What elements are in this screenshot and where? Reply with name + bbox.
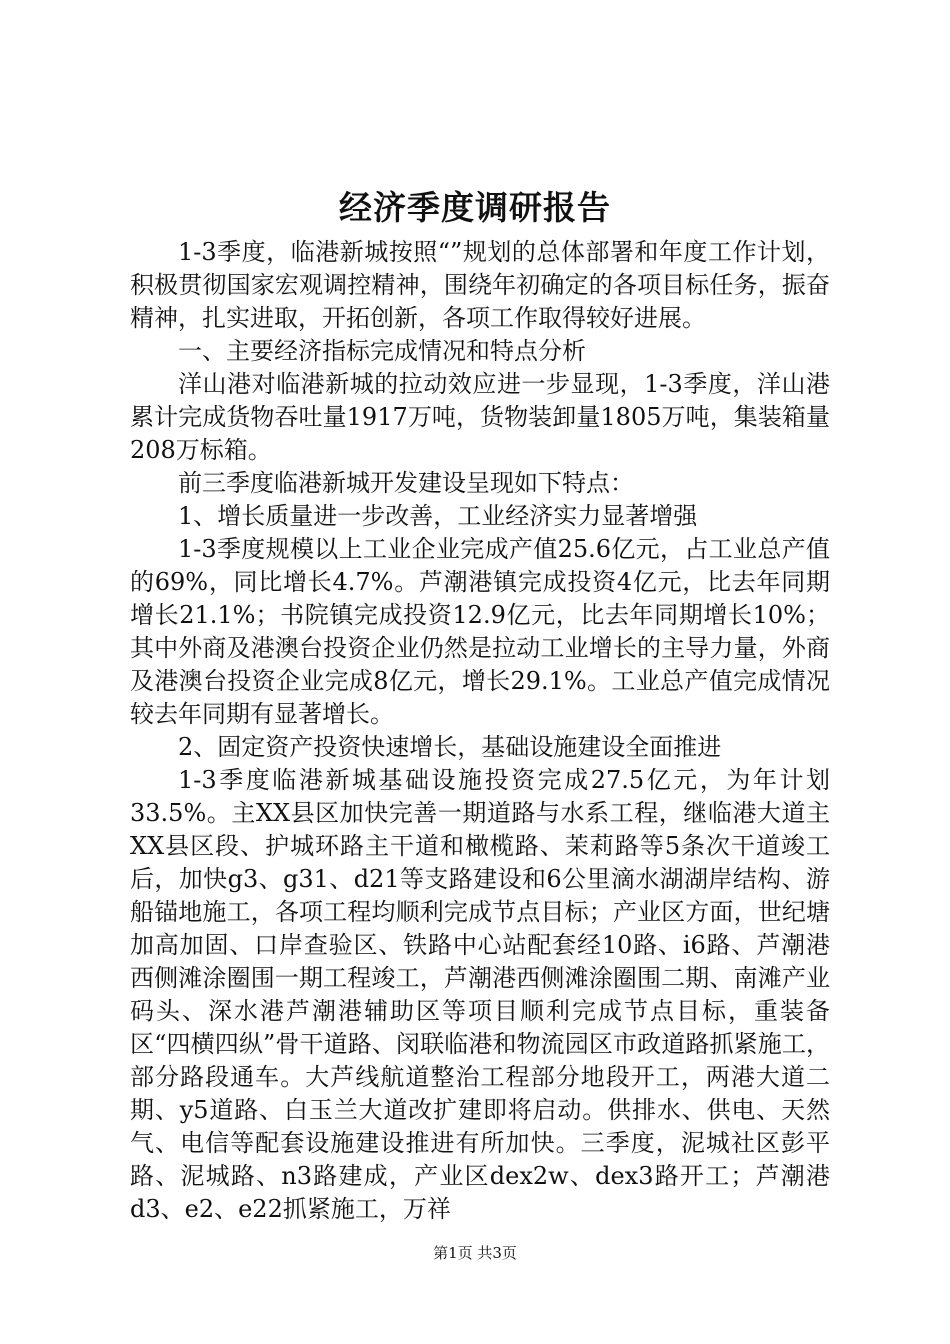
document-body [130, 236, 830, 1226]
paragraph-infrastructure: 1-3季度临港新城基础设施投资完成27.5亿元，为年计划33.5%。主XX县区加快完善一期道路与水系工程，继临港大道主XX县区段、护城环路主干道和橄榄路、茉莉路等5条次干道竣工后，加快g3、g31、d21等支路建设和6公里滴水湖湖岸结构、游船锚地施工，各项工程均顺利完成节点目标；产业区方面，世纪塘加高加固、口岸查验区、铁路中心站配套经10路、i6路、芦潮港西侧滩涂圈围一期工程竣工，芦潮港西侧滩涂圈围二期、南滩产业码头、深水港芦潮港辅助区等项目顺利完成节点目标，重装备区“四横四纵”骨干道路、闵联临港和物流园区市政道路抓紧施工，部分路段通车。大芦线航道整治工程部分地段开工，两港大道二期、y5道路、白玉兰大道改扩建即将启动。供排水、供电、天然气、电信等配套设施建设推进有所加快。三季度，泥城社区彭平路、泥城路、n3路建成，产业区dex2w、dex3路开工；芦潮港d3、e2、e22抓紧施工，万祥 [130, 766, 830, 1223]
document-title: 经济季度调研报告 [339, 188, 611, 227]
paragraph-intro: 1-3季度，临港新城按照“”规划的总体部署和年度工作计划，积极贯彻国家宏观调控精神，围绕年初确定的各项目标任务，振奋精神，扎实进取，开拓创新，各项工作取得较好进展。 [130, 238, 830, 332]
page-number-footer: 第1页 共3页 [433, 1244, 517, 1262]
paragraph-port-throughput: 洋山港对临港新城的拉动效应进一步显现，1-3季度，洋山港累计完成货物吞吐量1917万吨，货物装卸量1805万吨，集装箱量208万标箱。 [130, 370, 830, 464]
section-heading-1: 一、主要经济指标完成情况和特点分析 [178, 337, 586, 365]
subheading-industry: 1、增长质量进一步改善，工业经济实力显著增强 [178, 502, 698, 530]
paragraph-features-intro: 前三季度临港新城开发建设呈现如下特点： [178, 469, 634, 497]
paragraph-industry-output: 1-3季度规模以上工业企业完成产值25.6亿元，占工业总产值的69%，同比增长4.7%。芦潮港镇完成投资4亿元，比去年同期增长21.1%；书院镇完成投资12.9亿元，比去年同期增长10%；其中外商及港澳台投资企业仍然是拉动工业增长的主导力量，外商及港澳台投资企业完成8亿元，增长29.1%。工业总产值完成情况较去年同期有显著增长。 [130, 535, 830, 728]
subheading-investment: 2、固定资产投资快速增长，基础设施建设全面推进 [178, 733, 722, 761]
